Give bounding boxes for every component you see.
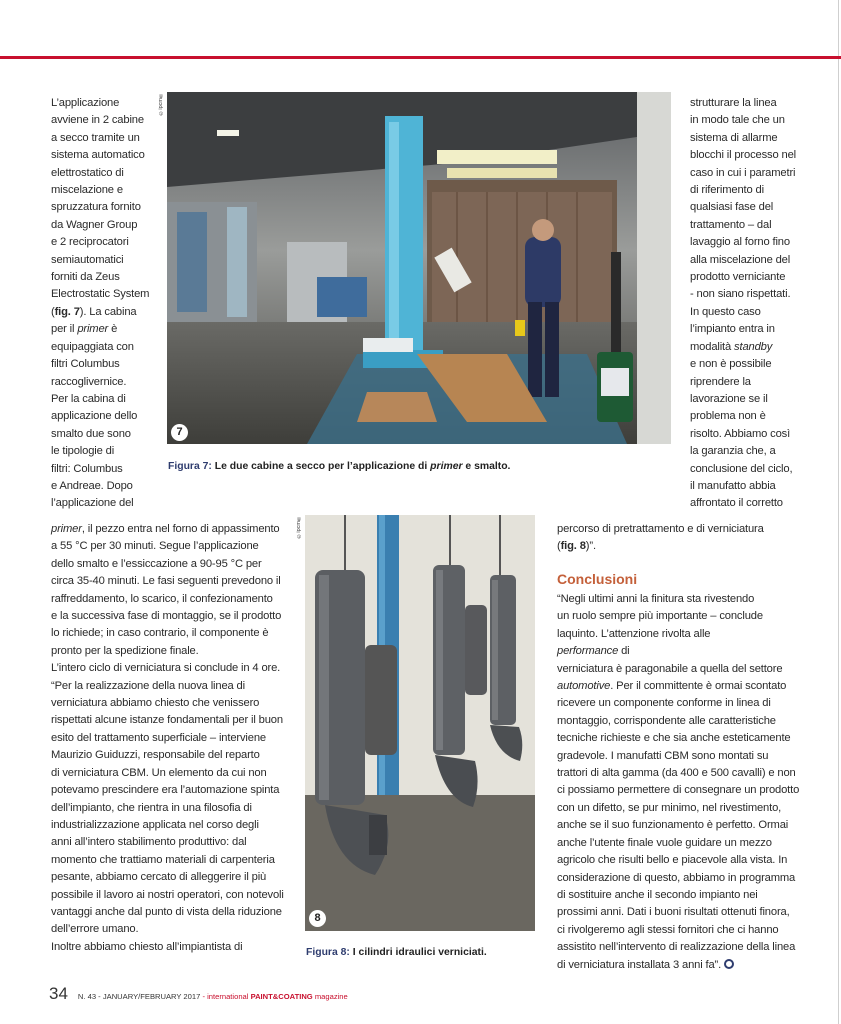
text-line: filtri Columbus	[51, 358, 120, 371]
right-column	[690, 95, 830, 513]
text-line: circa 35-40 minuti. Le fasi seguenti prevedono il	[51, 575, 281, 588]
figure7-number-badge: 7	[171, 424, 188, 441]
text-line: verniciatura abbiamo chiesto che venissero	[51, 697, 260, 710]
figure7-caption: Figura 7: Le due cabine a secco per l’applicazione di primer e smalto.	[168, 461, 511, 472]
text-line: raffreddamento, lo scarico, il confezionamento	[51, 592, 273, 605]
left-column	[51, 95, 163, 513]
text-line: e 2 reciprocatori	[51, 236, 129, 249]
text-line: problema non è	[690, 410, 766, 423]
figure8-caption: Figura 8: I cilindri idraulici verniciati.	[306, 947, 487, 958]
text-line: sistema di allarme	[690, 131, 778, 144]
text-line: assistito nell’intervento di realizzazione della linea	[557, 941, 796, 954]
text-line: L’applicazione	[51, 97, 120, 109]
header-rule	[0, 56, 841, 59]
text-line: “Negli ultimi anni la finitura sta rivestendo	[557, 593, 755, 605]
text-line: il manufatto abbia	[690, 479, 776, 492]
text-line: prossimi anni. Dati i buoni risultati ottenuti finora,	[557, 906, 790, 919]
figure7-credit: ©ipcm®	[158, 92, 164, 116]
text-line: e non è possibile	[690, 358, 772, 371]
text-line: ci rivolgeremo agli stessi fornitori che ci hanno	[557, 923, 779, 936]
primer-line: per il primer è	[51, 323, 118, 336]
text-line: ricevere un componente conforme in linea di	[557, 697, 771, 710]
text-line: di riferimento di	[690, 184, 764, 197]
conclusions-body	[557, 591, 832, 974]
text-line: strutturare la linea	[690, 97, 777, 109]
text-line: a secco tramite un	[51, 131, 140, 144]
text-line: in modo tale che un	[690, 114, 785, 127]
text-line: equipaggiata con	[51, 340, 134, 353]
text-line: anche l’utente finale vuole guidare un mezzo	[557, 836, 772, 849]
text-line: spruzzatura fornito	[51, 201, 141, 214]
text-line: dell’errore umano.	[51, 923, 139, 936]
text-line: anche se il suo funzionamento è perfetto. Ormai	[557, 819, 789, 832]
automotive-line: automotive. Per il committente è ormai scontato	[557, 680, 787, 693]
text-line: l’impianto entra in	[690, 323, 775, 336]
text-line: possibile il lavoro ai nostri operatori, con notevoli	[51, 888, 284, 901]
text-line: pesante, abbiamo cercato di alleggerire il più	[51, 871, 267, 884]
text-line: da Wagner Group	[51, 218, 138, 231]
text-line: riprendere la	[690, 375, 751, 388]
text-line: a 55 °C per 30 minuti. Segue l’applicazione	[51, 540, 259, 553]
hydraulic-cylinders-illustration	[305, 515, 535, 931]
text-line: un ruolo sempre più importante – conclude	[557, 610, 763, 623]
wide-column	[51, 521, 299, 956]
footer-issue-info: N. 43 - JANUARY/FEBRUARY 2017 - international PAINT&COATING magazine	[77, 992, 348, 1001]
text-line: potevamo prescindere era l’automazione spinta	[51, 784, 280, 797]
text-line: miscelazione e	[51, 184, 123, 197]
text-line: Electrostatic System	[51, 288, 150, 301]
text-line: dello smalto e l’essiccazione a 90-95 °C per	[51, 557, 262, 570]
comparison-line: verniciatura è paragonabile a quella del settore	[557, 662, 783, 675]
fig7-reference-line: (fig. 7). La cabina	[51, 305, 137, 318]
text-line: esito del trattamento superficiale – interviene	[51, 731, 266, 744]
text-line: Maurizio Guiduzzi, responsabile del reparto	[51, 749, 260, 762]
primer-continuation-line: primer, il pezzo entra nel forno di appassimento	[51, 523, 280, 535]
text-line: prodotto verniciante	[690, 271, 786, 284]
text-line: applicazione dello	[51, 410, 138, 423]
figure7-photo	[167, 92, 671, 444]
text-line: agricolo che risulti bello e piacevole alla vista. In	[557, 854, 788, 867]
text-line: sistema automatico	[51, 149, 145, 162]
performance-line: performance di	[557, 645, 630, 658]
text-line: elettrostatico di	[51, 166, 124, 179]
text-line: lavorazione se il	[690, 392, 768, 405]
text-line: blocchi il processo nel	[690, 149, 796, 162]
text-line: Per la cabina di	[51, 392, 126, 405]
text-line: industrializzazione applicata nel corso degli	[51, 818, 259, 831]
text-line: lo richiede; in caso contrario, il componente è	[51, 627, 269, 640]
text-line: percorso di pretrattamento e di verniciatura	[557, 523, 764, 535]
text-line: filtri: Columbus	[51, 462, 123, 475]
text-line: lavaggio al forno fino	[690, 236, 790, 249]
text-line: con un difetto, se pur minimo, nel rivestimento,	[557, 801, 782, 814]
conclusions-heading: Conclusioni	[557, 571, 638, 587]
text-line: qualsiasi fase del	[690, 201, 774, 214]
text-line: - non siano rispettati.	[690, 288, 791, 301]
text-line: forniti da Zeus	[51, 271, 120, 284]
text-line: vantaggi anche dal punto di vista della riduzione	[51, 905, 282, 918]
text-line: alla miscelazione del	[690, 253, 791, 266]
text-line: e Andreae. Dopo	[51, 479, 133, 492]
text-line: raccoglivernice.	[51, 375, 127, 388]
text-line: la garanzia che, a	[690, 445, 776, 458]
text-line: affrontato il corretto	[690, 497, 783, 510]
page-footer	[49, 984, 348, 1004]
text-line: e la successiva fase di montaggio, se il prodotto	[51, 610, 282, 623]
end-of-article-icon	[724, 959, 734, 969]
fig8-reference-line: (fig. 8)”.	[557, 540, 596, 553]
text-line: L’intero ciclo di verniciatura si conclude in 4 ore.	[51, 662, 281, 675]
figure8-credit: ©ipcm®	[296, 515, 302, 539]
page-number: 34	[49, 984, 68, 1003]
text-line: In questo caso	[690, 305, 761, 318]
text-line: trattori di alta gamma (da 400 e 500 cavalli) e non	[557, 767, 796, 780]
text-line: gradevole. I manufatti CBM sono montati su	[557, 749, 769, 762]
text-line: “Per la realizzazione della nuova linea di	[51, 679, 245, 692]
text-line: conclusione del ciclo,	[690, 462, 793, 475]
text-line: trattamento – dal	[690, 218, 772, 231]
figure8-photo	[305, 515, 535, 931]
text-line: montaggio, corrispondente alle caratteristiche	[557, 714, 776, 727]
text-line: avviene in 2 cabine	[51, 114, 144, 127]
text-line: ci possiamo permettere di consegnare un prodotto	[557, 784, 800, 797]
figure8-number-badge: 8	[309, 910, 326, 927]
right-tail	[557, 521, 827, 556]
text-line: risolto. Abbiamo così	[690, 427, 791, 440]
paint-booth-illustration	[167, 92, 671, 444]
text-line: Inoltre abbiamo chiesto all’impiantista di	[51, 940, 243, 953]
text-line: dell’impianto, che rientra in una filosofia di	[51, 801, 252, 814]
text-line: di sostituire anche il secondo impianto nei	[557, 888, 758, 901]
text-line: di verniciatura installata 3 anni fa”.	[557, 957, 832, 974]
text-line: di verniciatura CBM. Un elemento da cui non	[51, 766, 267, 779]
text-line: semiautomatici	[51, 253, 124, 266]
text-line: le tipologie di	[51, 445, 115, 458]
text-line: pronto per la spedizione finale.	[51, 644, 199, 657]
text-line: l’applicazione del	[51, 497, 134, 510]
text-line: considerazione di questo, abbiamo in programma	[557, 871, 796, 884]
text-line: rispettati alcune istanze fondamentali per il buon	[51, 714, 283, 727]
fig7-ref[interactable]: fig. 7	[54, 305, 80, 318]
text-line: smalto due sono	[51, 427, 131, 440]
text-line: anni all’intero stabilimento produttivo: dal	[51, 836, 247, 849]
text-line: momento che trattiamo materiali di carpenteria	[51, 853, 275, 866]
page-edge-line	[838, 0, 839, 1024]
text-line: tecniche richieste e che sia anche esteticamente	[557, 732, 791, 745]
standby-line: modalità standby	[690, 340, 773, 353]
fig8-ref[interactable]: fig. 8	[560, 540, 586, 553]
text-line: laquinto. L’attenzione rivolta alle	[557, 627, 711, 640]
text-line: caso in cui i parametri	[690, 166, 796, 179]
